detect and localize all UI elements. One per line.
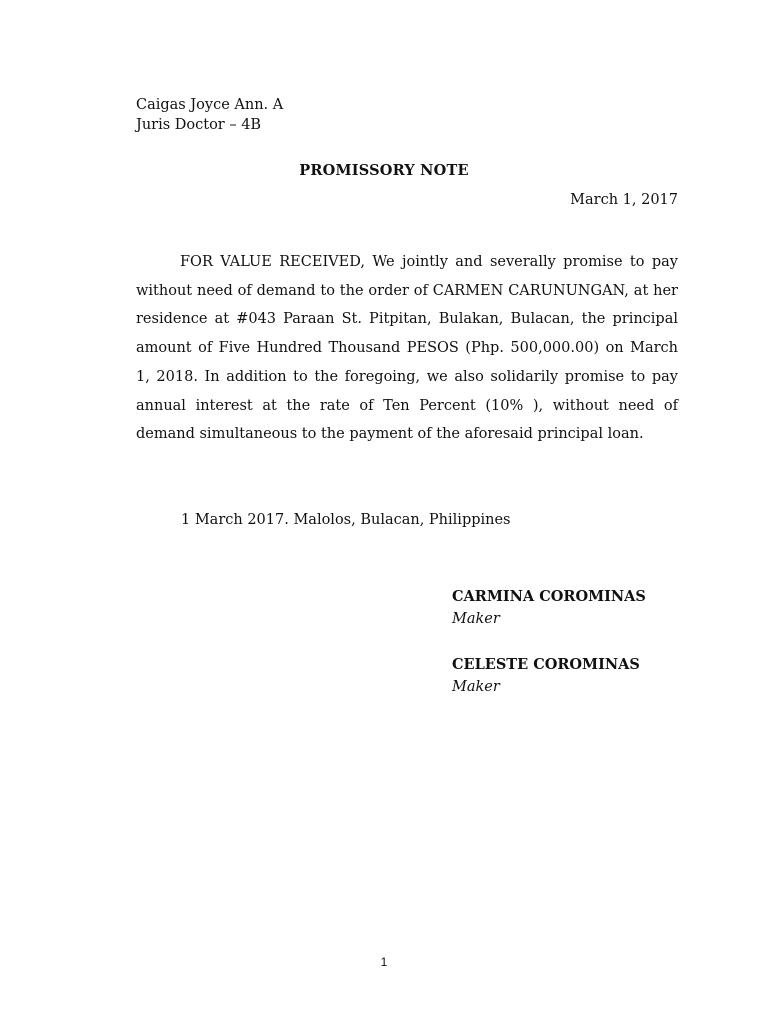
- author-name: Caigas Joyce Ann. A: [136, 97, 284, 113]
- page-number: 1: [380, 955, 388, 969]
- document-date: March 1, 2017: [570, 192, 678, 208]
- signatory-role: Maker: [452, 611, 500, 627]
- signatory-block: [452, 586, 646, 630]
- document-title: PROMISSORY NOTE: [299, 162, 469, 179]
- signatory-block: [452, 654, 640, 698]
- signatory-name: CARMINA COROMINAS: [452, 588, 646, 605]
- promissory-body-paragraph: FOR VALUE RECEIVED, We jointly and severally promise to pay without need of demand to the order of CARMEN CARUNUNGAN, at her residence at #043 Paraan St. Pitpitan, Bulakan, Bulacan, the principal amount of Five Hundred Thousand PESOS (Php. 500,000.00) on March 1, 2018. In addition to the foregoing, we also solidarily promise to pay annual interest at the rate of Ten Percent (10% ), without need of demand simultaneous to the payment of the aforesaid principal loan.: [136, 254, 678, 443]
- signatory-role: Maker: [452, 679, 500, 695]
- signatory-name: CELESTE COROMINAS: [452, 656, 640, 673]
- execution-place-date: 1 March 2017. Malolos, Bulacan, Philippines: [181, 512, 511, 528]
- author-course: Juris Doctor – 4B: [136, 117, 262, 133]
- author-block: [136, 95, 283, 135]
